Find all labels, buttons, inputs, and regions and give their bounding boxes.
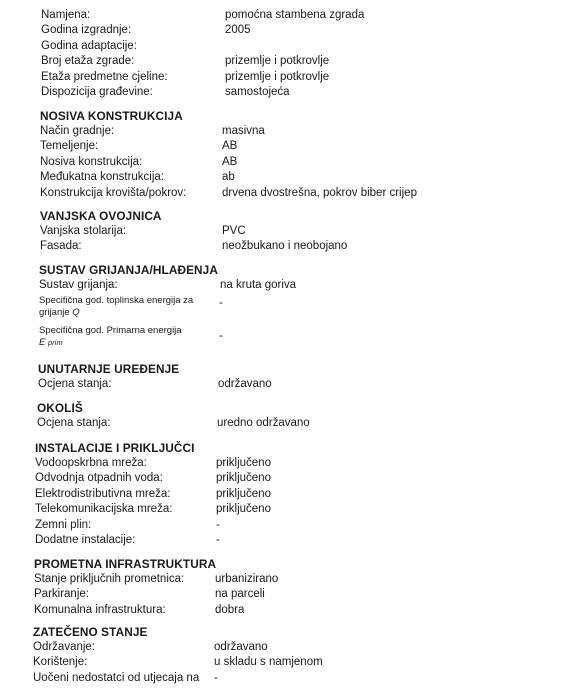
row-label: Način gradnje:	[40, 125, 115, 137]
row-label: Vodoopskrbna mreža:	[35, 457, 147, 469]
row-value: 2005	[225, 24, 251, 37]
row-value: održavano	[218, 378, 272, 390]
row-value: AB	[222, 155, 238, 168]
section-heading: VANJSKA OVOJNICA	[40, 209, 162, 223]
info-row	[0, 533, 577, 548]
info-row	[0, 39, 577, 54]
unutarnje-section	[0, 361, 577, 392]
row-label: Ocjena stanja:	[38, 378, 112, 390]
row-label: Korištenje:	[33, 656, 88, 669]
info-row	[0, 487, 577, 502]
info-row	[0, 8, 577, 23]
info-row	[0, 186, 577, 201]
info-row	[0, 70, 577, 85]
row-value: uredno održavano	[217, 417, 310, 429]
row-label: Nosiva konstrukcija:	[40, 155, 143, 168]
info-row	[0, 139, 577, 154]
general-section	[0, 8, 577, 100]
row-value: u skladu s namjenom	[214, 656, 323, 669]
okolis-section	[0, 400, 577, 431]
section-heading: NOSIVA KONSTRUKCIJA	[40, 109, 183, 123]
row-label: Broj etaža zgrade:	[41, 55, 135, 68]
row-value: održavano	[214, 641, 268, 653]
row-value: masivna	[222, 125, 265, 137]
symbol-text: Q	[72, 307, 80, 318]
row-label: Parkiranje:	[34, 588, 89, 601]
info-row	[0, 640, 577, 655]
info-row	[0, 170, 577, 185]
row-value: prizemlje i potkrovlje	[225, 55, 330, 68]
info-row	[0, 325, 577, 355]
row-label: Uočeni nedostatci od utjecaja na	[33, 671, 200, 684]
info-row	[0, 239, 577, 254]
row-label: Telekomunikacijska mreža:	[35, 503, 173, 516]
label-text: Specifična god. Primarna energija	[39, 325, 182, 336]
row-label: Sustav grijanja:	[39, 279, 118, 291]
row-label: Etaža predmetne cjeline:	[41, 70, 168, 83]
info-row	[0, 124, 577, 139]
row-label	[39, 295, 224, 319]
row-value: na kruta goriva	[220, 279, 297, 291]
row-value: na parceli	[215, 588, 265, 601]
label-text: Specifična god. toplinska energija za grijanje	[39, 295, 194, 318]
row-label: Komunalna infrastruktura:	[34, 603, 166, 616]
row-label: Namjena:	[41, 9, 91, 21]
info-row	[0, 23, 577, 38]
info-row	[0, 224, 577, 239]
grijanje-section	[0, 262, 577, 355]
row-value: -	[216, 533, 220, 546]
row-value: AB	[222, 140, 238, 153]
row-value: -	[219, 330, 223, 342]
info-row	[0, 155, 577, 170]
info-row	[0, 518, 577, 533]
row-label: Fasada:	[40, 240, 82, 253]
row-value: priključeno	[216, 472, 271, 485]
section-heading: SUSTAV GRIJANJA/HLAĐENJA	[39, 263, 218, 277]
row-value: PVC	[222, 225, 246, 237]
row-label: Zemni plin:	[35, 518, 92, 531]
promet-section	[0, 556, 577, 618]
info-row	[0, 295, 577, 325]
row-label: Stanje priključnih prometnica:	[34, 573, 185, 585]
info-row	[0, 278, 577, 295]
row-label: Vanjska stolarija:	[40, 225, 127, 237]
info-row	[0, 471, 577, 486]
info-row	[0, 54, 577, 69]
info-row	[0, 572, 577, 587]
row-value: urbanizirano	[215, 573, 279, 585]
info-row	[0, 502, 577, 517]
row-value: priključeno	[216, 503, 271, 516]
info-row	[0, 587, 577, 602]
row-label: Godina izgradnje:	[41, 24, 132, 37]
row-value: ab	[222, 171, 235, 184]
row-value: neožbukano i neobojano	[222, 240, 348, 253]
row-value: prizemlje i potkrovlje	[225, 70, 330, 83]
nosiva-section	[0, 108, 577, 201]
section-heading: PROMETNA INFRASTRUKTURA	[34, 557, 217, 571]
row-value: priključeno	[216, 457, 271, 469]
row-label: Ocjena stanja:	[37, 417, 111, 429]
row-label: Održavanje:	[33, 641, 96, 653]
row-value: -	[219, 297, 223, 309]
stanje-section	[0, 624, 577, 686]
info-row	[0, 416, 577, 431]
ovojnica-section	[0, 208, 577, 255]
row-value: -	[216, 518, 220, 531]
row-label: Dodatne instalacije:	[35, 533, 136, 546]
info-row	[0, 456, 577, 471]
section-heading: ZATEČENO STANJE	[33, 625, 148, 639]
row-value: -	[214, 671, 218, 684]
info-row	[0, 377, 577, 392]
section-heading: OKOLIŠ	[37, 401, 83, 415]
info-row	[0, 655, 577, 670]
info-row	[0, 671, 577, 686]
section-heading: UNUTARNJE UREĐENJE	[38, 362, 180, 376]
row-label: Temeljenje:	[40, 140, 99, 153]
row-label: Dispozicija građevine:	[41, 85, 153, 98]
section-heading: INSTALACIJE I PRIKLJUČCI	[35, 441, 195, 455]
info-row	[0, 603, 577, 618]
row-value: dobra	[215, 603, 245, 616]
row-label: Međukatna konstrukcija:	[40, 171, 165, 184]
row-value: samostojeća	[225, 85, 290, 98]
row-label	[39, 325, 224, 349]
row-label: Godina adaptacije:	[41, 39, 137, 52]
row-label: Odvodnja otpadnih voda:	[35, 472, 163, 485]
row-label: Konstrukcija krovišta/pokrov:	[40, 186, 187, 199]
instalacije-section	[0, 440, 577, 548]
symbol-text: E	[39, 337, 46, 348]
row-value: priključeno	[216, 487, 271, 500]
row-value: drvena dvostrešna, pokrov biber crijep	[222, 186, 417, 199]
row-value: pomoćna stambena zgrada	[225, 9, 365, 21]
symbol-subscript: prim	[47, 338, 63, 347]
row-label: Elektrodistributivna mreža:	[35, 487, 171, 500]
info-row	[0, 85, 577, 100]
